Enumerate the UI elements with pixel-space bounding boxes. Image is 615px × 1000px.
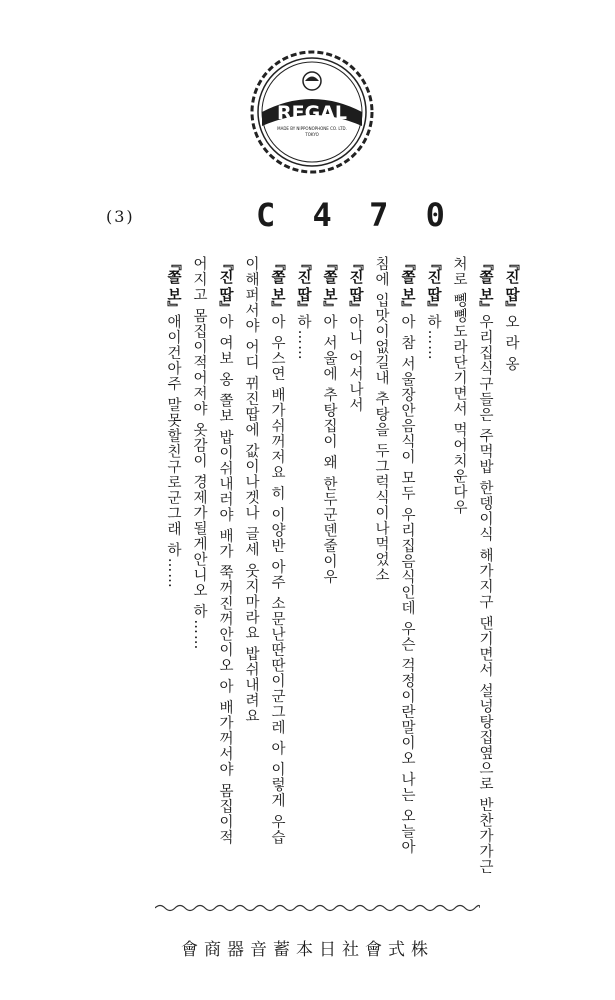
line-text: 어지고 몸집이적어저야 옷감이 경제가될게안니오 하…… — [191, 256, 207, 651]
speaker-label: 『쫄 보』 — [165, 256, 182, 315]
dialogue-line — [447, 256, 471, 906]
logo-sub: TOKYO — [305, 132, 319, 137]
line-text: 오 라 옹 — [503, 314, 519, 372]
logo-small-print: MADE BY NIPPONOPHONE CO. LTD. — [277, 126, 347, 131]
regal-logo — [248, 48, 376, 176]
line-text: 우리집식구들은 주먹밥 한뎅이식 해가지구 댄기면서 설넝탕집옆으로 반찬가가근 — [477, 314, 493, 875]
line-text: 아니 어서나서 — [347, 314, 363, 413]
logo-brand: REGAL — [276, 102, 348, 124]
speaker-label: 『쫄 보』 — [269, 256, 286, 315]
line-text: 아 우스연 배가쉬꺼저요 히 이양반 아주 소문난딴딴이군그레 아 이렇게 우습 — [269, 314, 285, 846]
line-text: 아 서울에 추탕집이 왜 한두군덴줄이우 — [321, 314, 337, 585]
speaker-label: 『진 땁』 — [217, 256, 234, 315]
speaker-label: 『쫄 보』 — [399, 256, 416, 315]
dialogue-line — [213, 256, 237, 906]
dialogue-line — [317, 256, 341, 906]
speaker-label: 『진 땁』 — [347, 256, 364, 315]
line-text: 침에 입맛이없길내 추탕을 두그럭식이나먹었소 — [373, 256, 389, 583]
publisher-footer: 會商器音蓄本日社會式株 — [181, 940, 434, 960]
dialogue-line — [161, 256, 185, 906]
record-number: C 4 7 0 — [256, 196, 454, 234]
line-text: 애이건아주 말못할친구로군그래 하…… — [165, 314, 181, 589]
dialogue-line — [499, 256, 523, 906]
line-text: 하…… — [425, 314, 441, 361]
speaker-label: 『진 땁』 — [425, 256, 442, 315]
dialogue-text — [103, 256, 523, 906]
line-text: 처로 뼹뼹도라단기면서 먹어치운다우 — [451, 256, 467, 516]
dialogue-line — [239, 256, 263, 906]
dialogue-line — [473, 256, 497, 906]
dialogue-line — [369, 256, 393, 906]
line-text: 아 참 서울장안음식이 모두 우리집음식인데 우슨 걱정이란말이오 나는 오늘아 — [399, 314, 415, 855]
dialogue-line — [343, 256, 367, 906]
line-text: 아 여보 옹 쫄보 밥이쉬내러야 배가 쭉꺼진꺼안이오 아 배가꺼서야 몸집이적 — [217, 314, 233, 846]
dialogue-line — [395, 256, 419, 906]
speaker-label: 『쫄 보』 — [321, 256, 338, 315]
line-text: 하…… — [295, 314, 311, 361]
dialogue-line — [265, 256, 289, 906]
dialogue-line — [421, 256, 445, 906]
speaker-label: 『쫄 보』 — [477, 256, 494, 315]
wavy-divider — [155, 902, 480, 914]
dialogue-line — [187, 256, 211, 906]
speaker-label: 『진 땁』 — [295, 256, 312, 315]
speaker-label: 『진 땁』 — [503, 256, 520, 315]
dialogue-line — [291, 256, 315, 906]
page-number: (3) — [106, 207, 135, 226]
line-text: 이해퍼서야 어디 뀌진땁에 값이나겟나 글세 웃지마라요 밥쉬내려요 — [243, 256, 259, 724]
